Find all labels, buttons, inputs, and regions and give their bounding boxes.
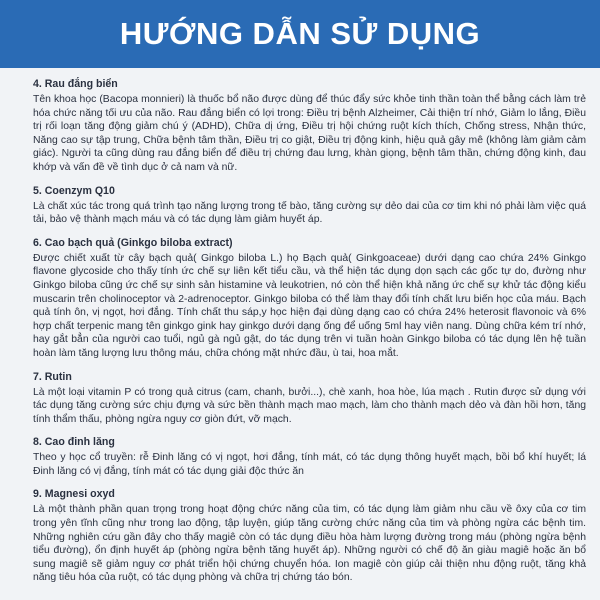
section-text: Là một loại vitamin P có trong quả citrus (cam, chanh, bưởi...), chè xanh, hoa hòe, lúa mạch . Rutin được sử dụng với tác dụng tăng cường sức chịu đựng và sức bền thành mạch mao mạch, làm cho thành mạch dẻo và đàn hồi hơn, tăng tính thẩm thấu, phòng ngừa nguy cơ giòn đứt, vỡ mạch.: [33, 386, 586, 425]
section-heading: 5. Coenzym Q10: [33, 184, 115, 197]
section-cao-bach-qua: [20, 237, 586, 361]
section-coenzym-q10: [20, 185, 586, 227]
section-text: Theo y học cổ truyền: rễ Đinh lăng có vị ngọt, hơi đắng, tính mát, có tác dụng thông huyết mạch, bồi bổ khí huyết; lá Đinh lăng có vị đắng, tính mát có tác dụng giải độc thức ăn: [33, 452, 586, 477]
section-cao-dinh-lang: [20, 436, 586, 478]
section-text: Là chất xúc tác trong quá trình tạo năng lượng trong tế bào, tăng cường sự dẻo dai của cơ tim khi nó phải làm việc quá tải, bảo vệ thành mạch máu và có tác dụng làm giảm huyết áp.: [33, 200, 586, 226]
section-heading: 9. Magnesi oxyd: [33, 488, 115, 501]
section-text: Tên khoa học (Bacopa monnieri) là thuốc bổ não được dùng để thúc đẩy sức khỏe tinh thần toàn thể bằng cách làm trẻ hóa chức năng tối ưu của não. Rau đắng biển có lợi trong: Điều trị bệnh Alzheimer, Cải thiện trí nhớ, Giảm lo lắng, Điều trị rối loạn tăng động giảm chú ý (ADHD), Chữa dị ứng, Điều trị hội chứng ruột kích thích, Chống stress, Nhận thức, Năng cao sự tập trung, Chữa bệnh tâm thần, Điều trị co giật, Điều trị động kinh, hiệu quả gây mê (không làm giảm cảm giác). Người ta cũng dùng rau đắng biển để điều trị chứng đau lưng, khàn giọng, bệnh tâm thần, chứng động kinh, đau khớp và vấn đề về tình dục ở cả nam và nữ.: [33, 94, 586, 173]
document-body: [20, 78, 586, 595]
section-text: Là một thành phần quan trọng trong hoạt động chức năng của tim, có tác dụng làm giảm nhu cầu về ôxy của cơ tim trong yên tĩnh cũng như trong lao động, tập luyện, giúp tăng cường chức năng của tim và phòng ngừa các bệnh tim. Những nghiên cứu gần đây cho thấy magiê còn có tác dụng điều hòa hàm lượng đường trong máu (phòng ngừa bệnh tiểu đường), ổn định huyết áp (phòng ngừa bệnh tăng huyết áp). Những người có chế độ ăn giàu magiê hoặc ăn bổ sung magiê sẽ giảm nguy cơ phát triển hội chứng chuyển hóa. Ion magiê còn giúp cải thiện nhu động ruột, tăng khả năng tiêu hóa của ruột, có tác dụng phòng và chữa trị chứng táo bón.: [33, 504, 586, 584]
page-title: HƯỚNG DẪN SỬ DỤNG: [119, 16, 481, 51]
section-heading: 4. Rau đắng biển: [33, 78, 118, 90]
section-magnesi-oxyd: [20, 488, 586, 585]
section-text: Được chiết xuất từ cây bạch quả( Ginkgo biloba L.) họ Bạch quả( Ginkgoaceae) dưới dạng cao chứa 24% Ginkgo flavone glycoside cho thấy tính ức chế sự liên kết tiểu cầu, và thể hiện tác dụng dọn sạch các gốc tự do, đường như Ginkgo biloba cũng ức chế sự sinh sản histamine và leukotrien, nó còn thể hiện khả năng ức chế sự khử tác động kiểu muscarin trên cholinoceptor và 2-adrenoceptor. Ginkgo biloba có thể làm thay đổi tính chất lưu biến học của máu. Bạch quả tính ôn, vị ngọt, hơi đắng. Tính chất thu sáp,y học hiện đại dùng dạng cao có chứa 24% heterosit flavonoic và 6% hợp chất terpenic mang tên ginkgo gink hay ginkgo dưới dạng ống để uống 5ml hay viên nang. Dùng chữa kém trí nhớ, hay gắt bẳn của người cao tuổi, ngủ gà ngủ gật, do tác dụng trên vi tuần hoàn Ginkgo biloba có tác dụng lên hệ tuần hoàn làm tăng lượng lưu thông máu, chữa chóng mặt nhức đầu, ù tai, hoa mắt.: [33, 252, 586, 359]
section-rutin: [20, 371, 586, 427]
section-heading: 7. Rutin: [33, 370, 72, 383]
title-banner: [0, 0, 600, 68]
section-heading: 8. Cao đinh lăng: [33, 436, 115, 449]
section-rau-dang-bien: [20, 78, 586, 175]
section-heading: 6. Cao bạch quả (Ginkgo biloba extract): [33, 236, 233, 249]
